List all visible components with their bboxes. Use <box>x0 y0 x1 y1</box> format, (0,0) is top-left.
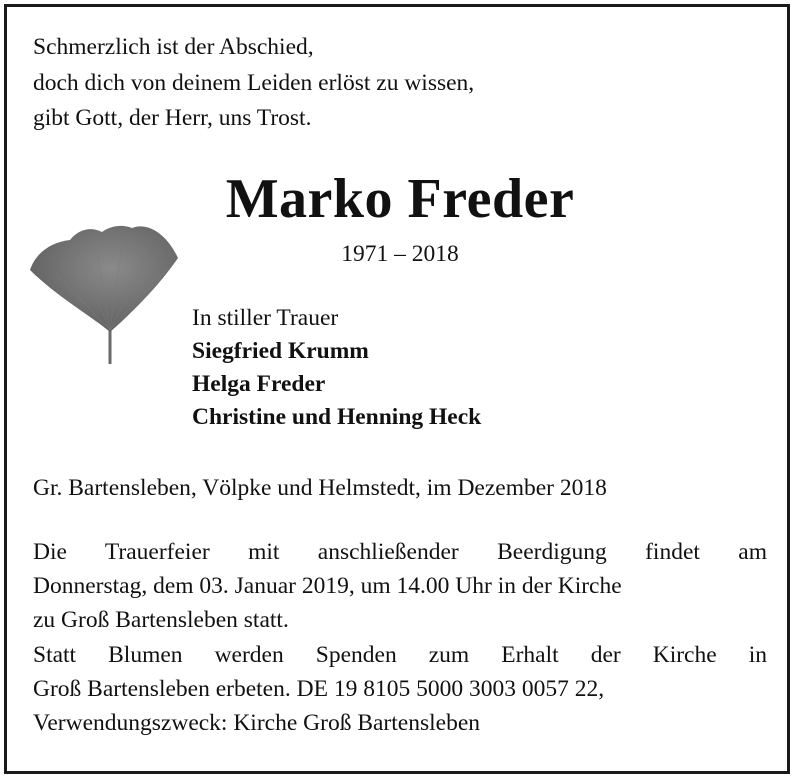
mourner-name: Christine und Henning Heck <box>192 404 482 430</box>
life-dates: 1971 – 2018 <box>341 241 459 267</box>
donation-line: Verwendungszweck: Kirche Groß Bartensleben <box>33 710 480 737</box>
donation-line: Groß Bartensleben erbeten. DE 19 8105 5000 3003 0057 22, <box>33 675 605 702</box>
mourners-block <box>192 302 481 434</box>
place-date: Gr. Bartensleben, Völpke und Helmstedt, im Dezember 2018 <box>33 475 607 501</box>
ginkgo-leaf-icon <box>26 218 186 368</box>
funeral-details <box>33 535 767 740</box>
motto <box>33 30 474 137</box>
motto-line: Schmerzlich ist der Abschied, <box>33 34 314 60</box>
mourning-intro: In stiller Trauer <box>192 305 339 331</box>
donation-line: Statt Blumen werden Spenden zum Erhalt der Kirche in <box>33 641 767 668</box>
motto-line: gibt Gott, der Herr, uns Trost. <box>33 105 312 131</box>
funeral-line: Die Trauerfeier mit anschließender Beerdigung findet am <box>33 539 767 565</box>
deceased-name: Marko Freder <box>225 168 575 230</box>
motto-line: doch dich von deinem Leiden erlöst zu wissen, <box>33 69 475 96</box>
mourner-name: Helga Freder <box>192 371 326 397</box>
funeral-line: Donnerstag, dem 03. Januar 2019, um 14.00 Uhr in der Kirche <box>33 573 622 600</box>
funeral-line: zu Groß Bartensleben statt. <box>33 607 289 634</box>
mourner-name: Siegfried Krumm <box>192 338 369 364</box>
